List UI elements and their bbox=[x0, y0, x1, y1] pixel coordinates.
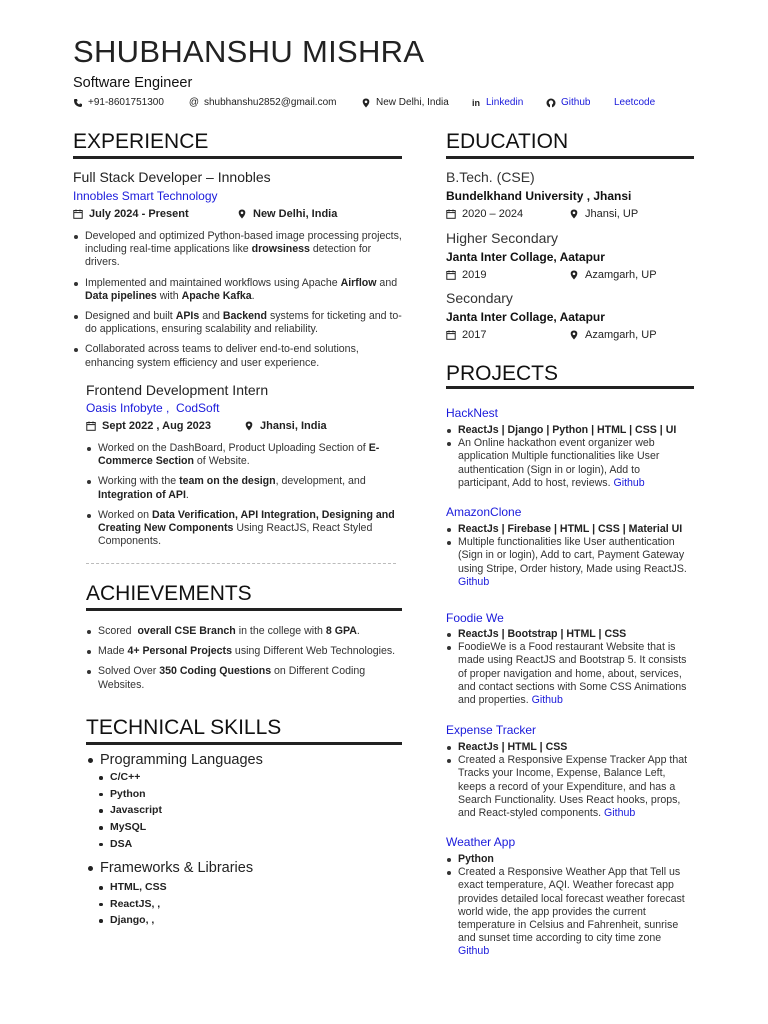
project-title[interactable]: Weather App bbox=[446, 835, 516, 849]
project-title[interactable]: Foodie We bbox=[446, 611, 504, 625]
location-pin-icon bbox=[569, 270, 579, 280]
project-title[interactable]: Expense Tracker bbox=[446, 723, 537, 737]
calendar-icon bbox=[446, 209, 456, 219]
education-degree: B.Tech. (CSE) bbox=[446, 169, 535, 185]
contact-email[interactable]: @ shubhanshu2852@gmail.com bbox=[188, 97, 337, 108]
github-icon bbox=[546, 98, 556, 108]
project-stack: ReactJs | Django | Python | HTML | CSS | UI bbox=[446, 424, 694, 437]
project-details bbox=[446, 424, 694, 490]
candidate-name: SHUBHANSHU MISHRA bbox=[73, 34, 425, 69]
list-item: DSA bbox=[98, 836, 162, 853]
location-pin-icon bbox=[244, 421, 254, 431]
job-meta: Sept 2022 , Aug 2023 Jhansi, India bbox=[86, 420, 402, 434]
education-meta: 2017 Azamgarh, UP bbox=[446, 329, 694, 343]
education-institution: Janta Inter Collage, Aatapur bbox=[446, 250, 605, 264]
project-stack: ReactJs | HTML | CSS bbox=[446, 741, 694, 754]
project-stack: ReactJs | Firebase | HTML | CSS | Material UI bbox=[446, 523, 694, 536]
calendar-icon bbox=[86, 421, 96, 431]
list-item: ReactJS, , bbox=[98, 896, 167, 913]
skill-list bbox=[98, 769, 162, 853]
project-details bbox=[446, 523, 694, 589]
project-details bbox=[446, 628, 694, 707]
projects-rule bbox=[446, 386, 694, 389]
github-link[interactable]: Github bbox=[546, 97, 590, 108]
education-heading: EDUCATION bbox=[446, 130, 569, 153]
list-item: Designed and built APIs and Backend systems for ticketing and to-do applications, ensuring scalability and reliability. bbox=[73, 310, 403, 336]
at-icon: @ bbox=[188, 97, 200, 108]
education-institution: Bundelkhand University , Jhansi bbox=[446, 189, 632, 203]
project-title[interactable]: HackNest bbox=[446, 406, 499, 420]
section-divider bbox=[86, 563, 396, 564]
contact-phone[interactable]: +91-8601751300 bbox=[73, 97, 164, 108]
linkedin-link[interactable]: in Linkedin bbox=[472, 97, 524, 108]
location-pin-icon bbox=[237, 209, 247, 219]
list-item: Python bbox=[98, 786, 162, 803]
location-pin-icon bbox=[361, 98, 371, 108]
project-description: FoodieWe is a Food restaurant Website that is made using ReactJS and Bootstrap 5. It consists of proper navigation and home, about, services, and contact sections with Some CSS Animations and properties. Github bbox=[446, 641, 694, 707]
project-github-link[interactable]: Github bbox=[458, 945, 490, 958]
project-description: Created a Responsive Expense Tracker App that Tracks your Income, Expense, Balance Left, keeps a record of your Expenditure, and has a Search Functionality. Uses React hooks, props, and React-styled components. Github bbox=[446, 754, 694, 820]
project-stack: ReactJs | Bootstrap | HTML | CSS bbox=[446, 628, 694, 641]
list-item: Scored overall CSE Branch in the college with 8 GPA. bbox=[86, 625, 402, 638]
location-pin-icon bbox=[569, 209, 579, 219]
project-github-link[interactable]: Github bbox=[604, 807, 636, 820]
job-bullets bbox=[73, 230, 403, 377]
list-item: Django, , bbox=[98, 912, 167, 929]
education-rule bbox=[446, 156, 694, 159]
job-title: Frontend Development Intern bbox=[86, 382, 269, 398]
skill-group-title: Programming Languages bbox=[88, 752, 263, 768]
achievements-heading: ACHIEVEMENTS bbox=[86, 582, 252, 605]
project-details bbox=[446, 853, 694, 959]
project-details bbox=[446, 741, 694, 820]
phone-icon bbox=[73, 98, 83, 108]
list-item: Worked on Data Verification, API Integration, Designing and Creating New Components Using ReactJS, React Styled Components. bbox=[86, 509, 403, 549]
list-item: C/C++ bbox=[98, 769, 162, 786]
skill-list bbox=[98, 879, 167, 929]
projects-heading: PROJECTS bbox=[446, 362, 559, 385]
project-github-link[interactable]: Github bbox=[613, 476, 645, 489]
list-item: Implemented and maintained workflows using Apache Airflow and Data pipelines with Apache Kafka. bbox=[73, 277, 403, 303]
job-bullets bbox=[86, 442, 403, 555]
contact-bar bbox=[73, 97, 713, 113]
list-item: Working with the team on the design, development, and Integration of API. bbox=[86, 475, 403, 501]
list-item: Developed and optimized Python-based image processing projects, including real-time applications like drowsiness detection for drivers. bbox=[73, 230, 403, 270]
calendar-icon bbox=[446, 270, 456, 280]
project-github-link[interactable]: Github bbox=[531, 694, 563, 707]
job-company: Innobles Smart Technology bbox=[73, 189, 218, 203]
leetcode-link[interactable]: Leetcode bbox=[614, 97, 656, 108]
education-institution: Janta Inter Collage, Aatapur bbox=[446, 310, 605, 324]
linkedin-icon: in bbox=[472, 97, 480, 108]
achievements-list bbox=[86, 625, 402, 699]
job-company: Oasis Infobyte , CodSoft bbox=[86, 401, 220, 415]
location-pin-icon bbox=[569, 330, 579, 340]
job-title: Full Stack Developer – Innobles bbox=[73, 169, 271, 185]
project-description: An Online hackathon event organizer web application Multiple functionalities like User authentication (Sign in or login), Add to participant, Add to host, reviews. Github bbox=[446, 437, 694, 490]
achievements-rule bbox=[86, 608, 402, 611]
list-item: Javascript bbox=[98, 802, 162, 819]
job-meta: July 2024 - Present New Delhi, India bbox=[73, 208, 403, 222]
candidate-role: Software Engineer bbox=[73, 75, 193, 91]
list-item: Made 4+ Personal Projects using Different Web Technologies. bbox=[86, 645, 402, 658]
list-item: MySQL bbox=[98, 819, 162, 836]
project-title[interactable]: AmazonClone bbox=[446, 505, 522, 519]
project-github-link[interactable]: Github bbox=[458, 575, 490, 588]
education-meta: 2020 – 2024 Jhansi, UP bbox=[446, 208, 694, 222]
contact-location: New Delhi, India bbox=[361, 97, 449, 108]
list-item: Solved Over 350 Coding Questions on Different Coding Websites. bbox=[86, 665, 402, 691]
calendar-icon bbox=[73, 209, 83, 219]
skill-group-title: Frameworks & Libraries bbox=[88, 860, 253, 876]
project-description: Created a Responsive Weather App that Tell us exact temperature, AQI. Weather forecast app provides detailed local forecast weather forecast world wide, the app provides the current temperature in Celsius and Fahrenheit, sunrise and sunset time according to city time zone Github bbox=[446, 866, 694, 958]
education-meta: 2019 Azamgarh, UP bbox=[446, 269, 694, 283]
list-item: HTML, CSS bbox=[98, 879, 167, 896]
education-degree: Secondary bbox=[446, 290, 513, 306]
calendar-icon bbox=[446, 330, 456, 340]
project-description: Multiple functionalities like User authentication (Sign in or login), Add to cart, Payment Gateway using Stripe, Order history, Made using ReactJS. Github bbox=[446, 536, 694, 589]
skills-heading: TECHNICAL SKILLS bbox=[86, 716, 282, 739]
education-degree: Higher Secondary bbox=[446, 230, 559, 246]
list-item: Collaborated across teams to deliver end-to-end solutions, enhancing system efficiency and user experience. bbox=[73, 343, 403, 369]
skills-rule bbox=[86, 742, 402, 745]
experience-heading: EXPERIENCE bbox=[73, 130, 209, 153]
list-item: Worked on the DashBoard, Product Uploading Section of E-Commerce Section of Website. bbox=[86, 442, 403, 468]
experience-rule bbox=[73, 156, 402, 159]
project-stack: Python bbox=[446, 853, 694, 866]
